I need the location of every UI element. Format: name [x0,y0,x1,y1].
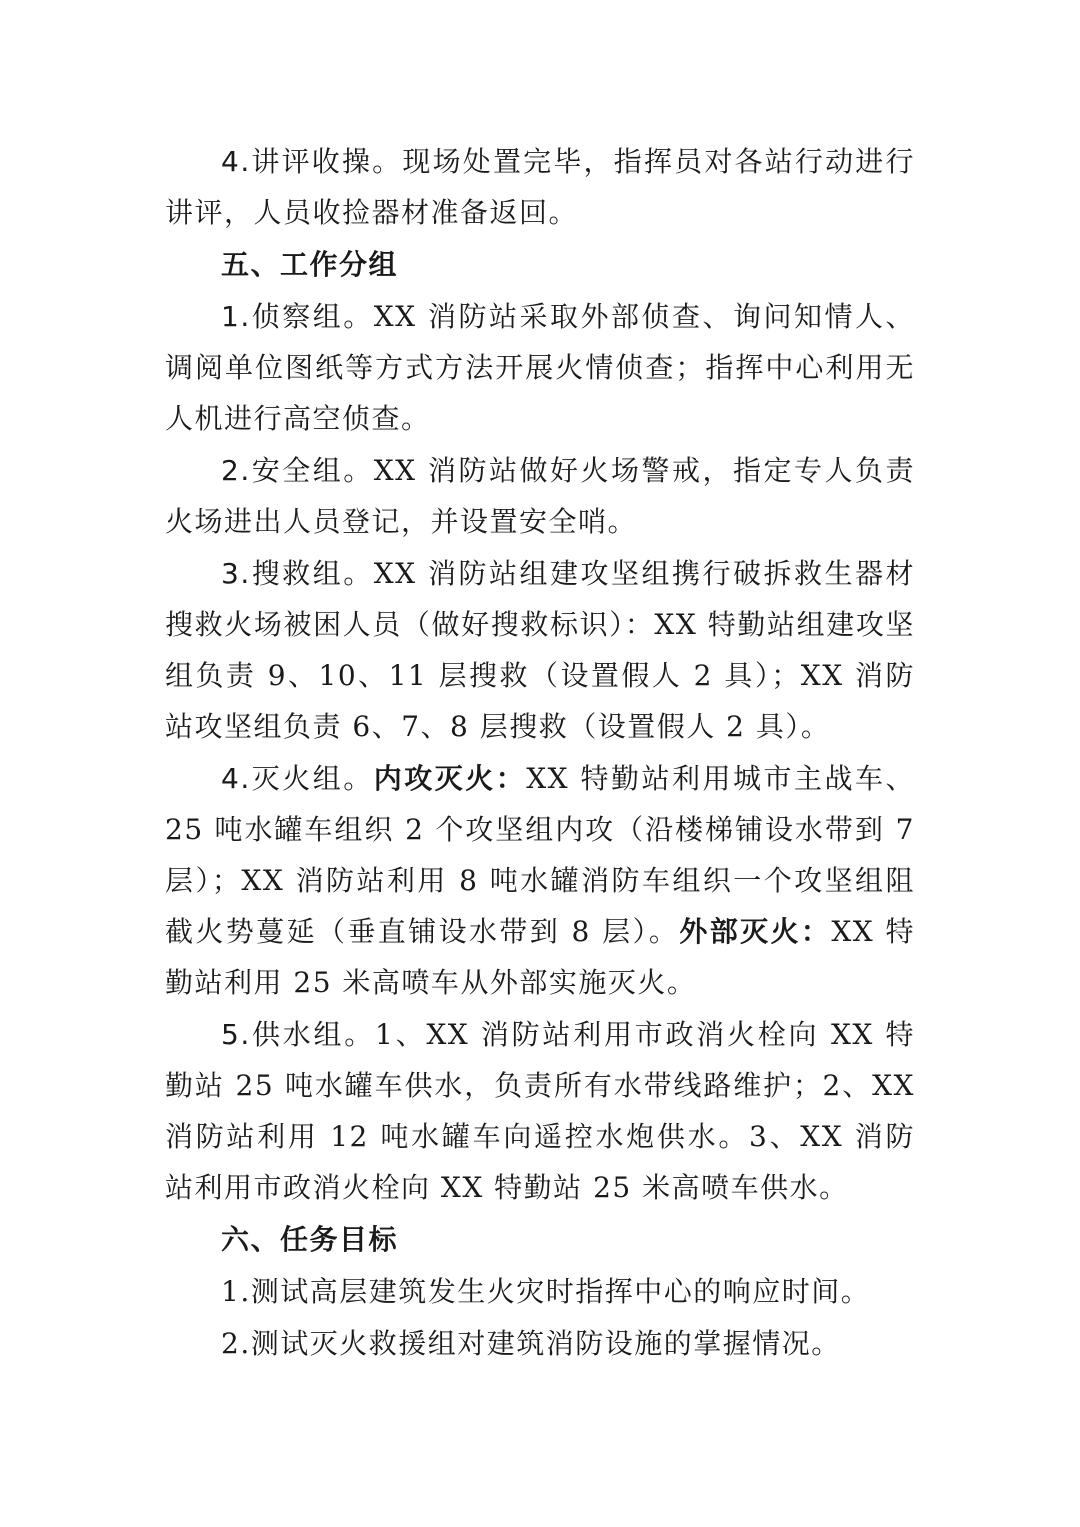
paragraph-lead: 1.侦察组。 [221,300,374,333]
paragraph-text: XX 消防站做好火场警戒，指定专人负责火场进出人员登记，并设置安全哨。 [165,454,915,538]
paragraph-text: XX 消防站采取外部侦查、询问知情人、调阅单位图纸等方式方法开展火情侦查；指挥中心利用无人机进行高空侦查。 [165,300,915,435]
paragraph-recon-group [165,291,915,444]
paragraph-lead: 4.灭火组。 [221,762,374,795]
paragraph-rescue-group [165,548,915,752]
paragraph-water-supply-group [165,1009,915,1213]
paragraph-text: 1、XX 消防站利用市政消火栓向 XX 特勤站 25 吨水罐车供水，负责所有水带线路维护；2、XX 消防站利用 12 吨水罐车向遥控水炮供水。3、XX 消防站利用市政消火栓向 XX 特勤站 25 米高喷车供水。 [165,1018,915,1204]
paragraph-lead: 5.供水组。 [221,1018,376,1051]
section-heading-task-objectives: 六、任务目标 [221,1223,399,1256]
document-body [165,136,915,1370]
paragraph-text: XX 消防站组建攻坚组携行破拆救生器材搜救火场被困人员（做好搜救标识）：XX 特勤站组建攻坚组负责 9、10、11 层搜救（设置假人 2 具）；XX 消防站攻坚组负责 6、7、8 层搜救（设置假人 2 具）。 [165,557,915,743]
paragraph-lead: 2.安全组。 [221,454,374,487]
paragraph-text: 现场处置完毕，指挥员对各站行动进行讲评，人员收捡器材准备返回。 [165,145,915,229]
paragraph-safety-group [165,445,915,547]
section-heading-work-groups: 五、工作分组 [221,248,399,281]
paragraph-lead: 3.搜救组。 [221,557,374,590]
paragraph-objective-1: 1.测试高层建筑发生火灾时指挥中心的响应时间。 [221,1275,871,1308]
paragraph-objective-2: 2.测试灭火救援组对建筑消防设施的掌握情况。 [221,1327,841,1360]
inline-label-exterior-attack: 外部灭火： [679,915,832,948]
paragraph-firefighting-group [165,753,915,1008]
paragraph-text: XX 特勤站利用城市主战车、25 吨水罐车组织 2 个攻坚组内攻（沿楼梯铺设水带到 7 层）；XX 消防站利用 8 吨水罐消防车组织一个攻坚组阻截火势蔓延（垂直铺设水带到 8 层）。 [165,762,915,948]
paragraph-text: XX 特勤站利用 25 米高喷车从外部实施灭火。 [165,915,915,999]
inline-label-interior-attack: 内攻灭火： [373,762,527,795]
paragraph-review [165,136,915,238]
paragraph-lead: 4.讲评收操。 [221,145,403,178]
